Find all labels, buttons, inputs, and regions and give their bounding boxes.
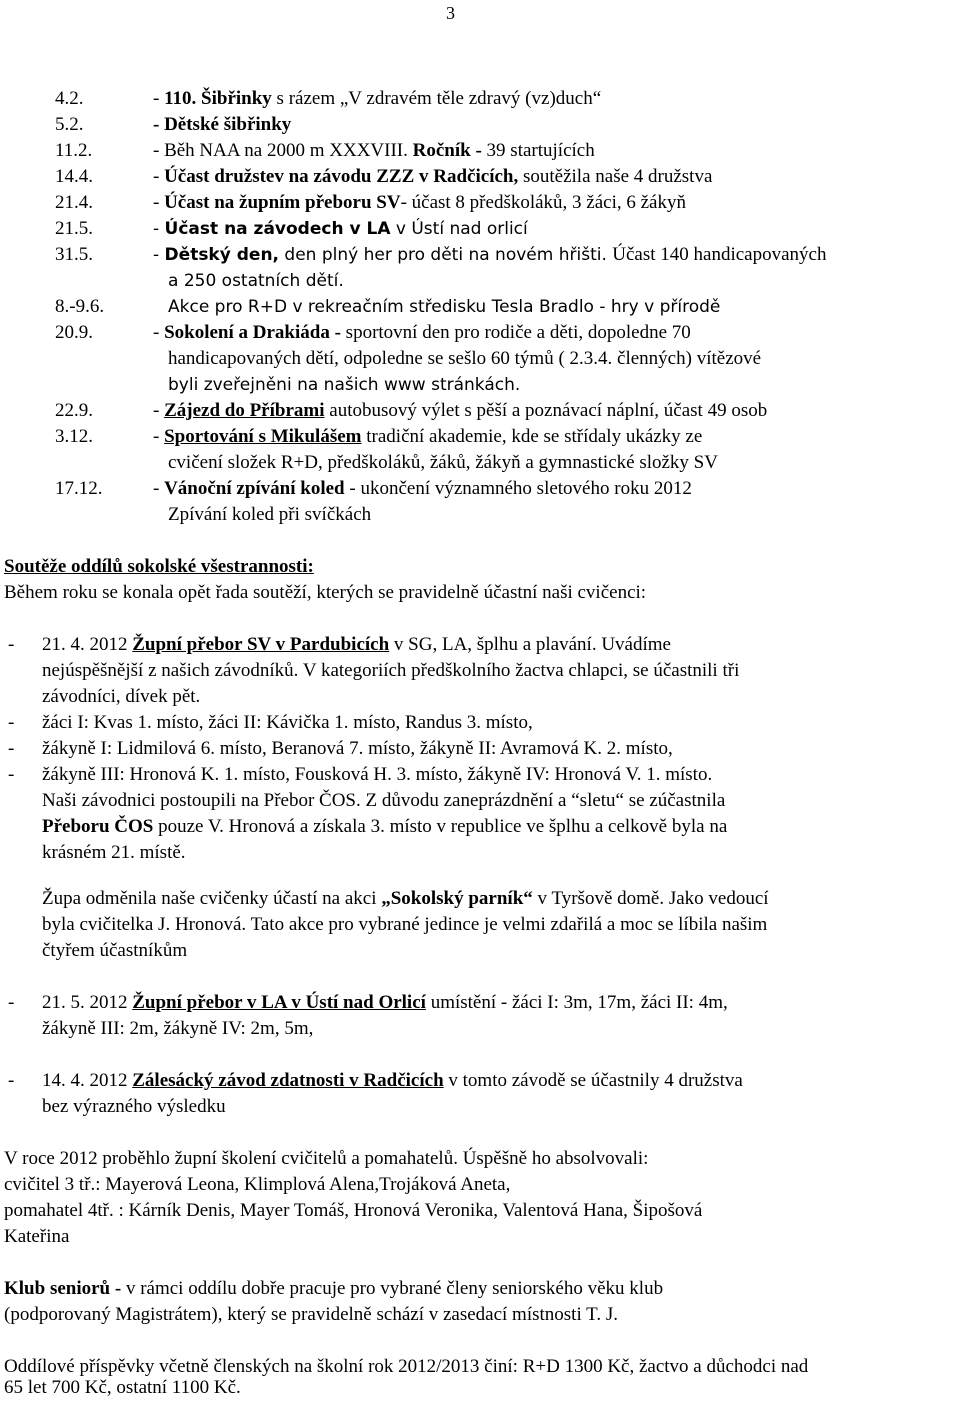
comp2-line1: 21. 5. 2012 Župní přebor v LA v Ústí nad Orlicí umístění - žáci I: 3m, 17m, žáci II: 4m, [42,992,728,1013]
comp1-para-line1: Naši závodnici postoupili na Přebor ČOS. Z důvodu zaneprázdnění a “sletu“ se zúčastnila [42,790,726,811]
list-dash: - [8,1070,15,1091]
date-31-5: 31.5. [55,244,93,265]
comp3-line1: 14. 4. 2012 Zálesácký závod zdatnosti v Radčicích v tomto závodě se účastnily 4 družstva [42,1070,743,1091]
comp1-result-girls-2: žákyně III: Hronová K. 1. místo, Fousková H. 3. místo, žákyně IV: Hronová V. 1. místo. [42,764,713,785]
list-dash: - [8,764,15,785]
event-4-2: - 110. Šibřinky s rázem „V zdravém těle zdravý (vz)duch“ [153,88,602,109]
fees-line2: 65 let 700 Kč, ostatní 1100 Kč. [4,1377,241,1398]
comp1-line2: nejúspěšnější z našich závodníků. V kategoriích předškolního žactva chlapci, se účastnili tři [42,660,740,681]
event-3-12-continuation: cvičení složek R+D, předškoláků, žáků, žákyň a gymnastické složky SV [168,452,718,473]
comp1-result-girls-1: žákyně I: Lidmilová 6. místo, Beranová 7. místo, žákyně II: Avramová K. 2. místo, [42,738,673,759]
event-17-12: - Vánoční zpívání koled - ukončení významného sletového roku 2012 [153,478,692,499]
event-3-12: - Sportování s Mikulášem tradiční akademie, kde se střídaly ukázky ze [153,426,703,447]
comp2-line2: žákyně III: 2m, žákyně IV: 2m, 5m, [42,1018,314,1039]
event-20-9: - Sokolení a Drakiáda - sportovní den pro rodiče a děti, dopoledne 70 [153,322,691,343]
training-line2: cvičitel 3 tř.: Mayerová Leona, Klimplová Alena,Trojáková Aneta, [4,1174,511,1195]
section-heading: Soutěže oddílů sokolské všestrannosti: [4,556,314,577]
comp1-para-line2: Přeboru ČOS pouze V. Hronová a získala 3. místo v republice ve šplhu a celkově byla na [42,816,728,837]
zupa-line1: Župa odměnila naše cvičenky účastí na akci „Sokolský parník“ v Tyršově domě. Jako vedoucí [42,888,769,909]
list-dash: - [8,712,15,733]
event-22-9: - Zájezd do Příbrami autobusový výlet s pěší a poznávací náplní, účast 49 osob [153,400,768,421]
date-8-9-6: 8.-9.6. [55,296,105,317]
date-21-4: 21.4. [55,192,93,213]
date-21-5: 21.5. [55,218,93,239]
date-14-4: 14.4. [55,166,93,187]
date-3-12: 3.12. [55,426,93,447]
list-dash: - [8,634,15,655]
event-11-2: - Běh NAA na 2000 m XXXVIII. Ročník - 39 startujících [153,140,595,161]
event-20-9-continuation: handicapovaných dětí, odpoledne se sešlo 60 týmů ( 2.3.4. členných) vítězové [168,348,762,369]
section-intro: Během roku se konala opět řada soutěží, kterých se pravidelně účastní naši cvičenci: [4,582,647,603]
event-21-5: - Účast na závodech v LA v Ústí nad orlicí [153,219,528,239]
training-line4: Kateřina [4,1226,70,1247]
training-line1: V roce 2012 proběhlo župní školení cvičitelů a pomahatelů. Úspěšně ho absolvovali: [4,1148,649,1169]
date-11-2: 11.2. [55,140,93,161]
event-17-12-continuation: Zpívání koled při svíčkách [168,504,372,525]
list-dash: - [8,738,15,759]
event-8-9-6: Akce pro R+D v rekreačním středisku Tesla Bradlo - hry v přírodě [168,297,721,317]
event-31-5-continuation: a 250 ostatních dětí. [168,271,344,291]
comp1-result-boys: žáci I: Kvas 1. místo, žáci II: Kávička 1. místo, Randus 3. místo, [42,712,533,733]
comp1-line1: 21. 4. 2012 Župní přebor SV v Pardubicích v SG, LA, šplhu a plavání. Uvádíme [42,634,671,655]
comp1-line3: závodníci, dívek pět. [42,686,201,707]
event-21-4: - Účast na župním přeboru SV- účast 8 předškoláků, 3 žáci, 6 žákyň [153,192,686,213]
fees-line1: Oddílové příspěvky včetně členských na školní rok 2012/2013 činí: R+D 1300 Kč, žactvo a důchodci nad [4,1356,809,1377]
comp3-line2: bez výrazného výsledku [42,1096,226,1117]
zupa-line2: byla cvičitelka J. Hronová. Tato akce pro vybrané jedince je velmi zdařilá a moc se líbila našim [42,914,768,935]
seniors-line1: Klub seniorů - v rámci oddílu dobře pracuje pro vybrané členy seniorského věku klub [4,1278,664,1299]
event-31-5: - Dětský den, den plný her pro děti na novém hřišti. Účast 140 handicapovaných [153,244,827,265]
date-4-2: 4.2. [55,88,84,109]
training-line3: pomahatel 4tř. : Kárník Denis, Mayer Tomáš, Hronová Veronika, Valentová Hana, Šipošová [4,1200,703,1221]
zupa-line3: čtyřem účastníkům [42,940,188,961]
event-14-4: - Účast družstev na závodu ZZZ v Radčicích, soutěžila naše 4 družstva [153,166,713,187]
date-22-9: 22.9. [55,400,93,421]
event-5-2: - Dětské šibřinky [153,114,292,135]
date-5-2: 5.2. [55,114,84,135]
date-17-12: 17.12. [55,478,103,499]
page-number: 3 [446,3,455,23]
comp1-para-line3: krásném 21. místě. [42,842,186,863]
event-20-9-continuation-2: byli zveřejněni na našich www stránkách. [168,375,521,395]
date-20-9: 20.9. [55,322,93,343]
list-dash: - [8,992,15,1013]
seniors-line2: (podporovaný Magistrátem), který se pravidelně schází v zasedací místnosti T. J. [4,1304,618,1325]
